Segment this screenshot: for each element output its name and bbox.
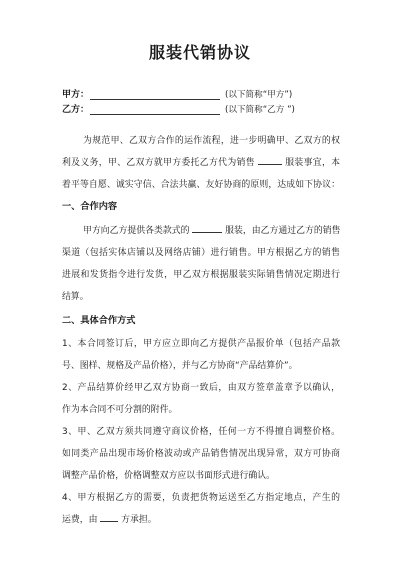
clause-3-line-1: 3、甲、乙双方须共同遵守商议价格，任何一方不得擅自调整价格。 xyxy=(62,427,340,437)
section-1-line-1 xyxy=(83,220,340,242)
document-title: 服装代销协议 xyxy=(148,43,251,62)
intro-line-2-start: 利及义务，甲、乙双方就甲方委托乙方代为销售 xyxy=(62,158,255,168)
clause-4-line-1: 4、甲方根据乙方的需要，负责把货物运送至乙方指定地点，产生的 xyxy=(62,493,340,503)
party-a-label: 甲方： xyxy=(62,90,90,100)
party-b-note: (以下简称“乙方 ”) xyxy=(225,105,295,115)
party-a-note: (以下简称“甲方”) xyxy=(225,90,293,100)
clause-4-line-2 xyxy=(62,509,340,531)
section-1-line-4: 结算。 xyxy=(62,292,89,302)
clause-2-line-1: 2、产品结算价经甲乙双方协商一致后，由双方签章盖章予以确认， xyxy=(62,383,340,393)
party-a-row xyxy=(62,84,292,100)
intro-line-3: 着平等自愿、诚实守信、合法共赢、友好协商的原则，达成如下协议： xyxy=(62,180,340,190)
party-b-label: 乙方： xyxy=(62,105,90,115)
clause-4-line-2-start: 运费，由 xyxy=(62,515,98,525)
clause-3-line-3: 调整产品价格，价格调整双方应以书面形式进行确认。 xyxy=(62,471,275,481)
clause-3-line-2: 如同类产品出现市场价格波动或产品销售情况出现异常，双方可协商 xyxy=(62,449,340,459)
clause-4-line-2-end: 方承担。 xyxy=(121,515,157,525)
intro-line-2 xyxy=(62,152,340,174)
section-1-line-1-end: 服装，由乙方通过乙方的销售 xyxy=(225,226,341,236)
party-b-row xyxy=(62,99,295,115)
clause-2-line-2: 作为本合同不可分割的附件。 xyxy=(62,405,178,415)
freight-party-blank[interactable] xyxy=(100,511,118,522)
section-1-heading: 一、合作内容 xyxy=(62,201,118,212)
section-2-heading: 二、具体合作方式 xyxy=(62,315,136,326)
intro-line-1: 为规范甲、乙双方合作的运作流程，进一步明确甲、乙双方的权 xyxy=(83,136,340,146)
product-blank[interactable] xyxy=(258,154,282,165)
party-b-blank[interactable] xyxy=(90,102,220,115)
section-1-line-1-start: 甲方向乙方提供各类款式的 xyxy=(83,226,190,236)
style-blank[interactable] xyxy=(192,222,222,233)
intro-line-2-end: 服装事宜，本 xyxy=(285,158,341,168)
section-1-line-2: 渠道（包括实体店铺以及网络店铺）进行销售。甲方根据乙方的销售 xyxy=(62,248,340,258)
clause-1-line-1: 1、本合同签订后，甲方应立即向乙方提供产品报价单（包括产品款 xyxy=(62,339,340,349)
section-1-line-3: 进展和发货指令进行发货，甲乙双方根据服装实际销售情况定期进行 xyxy=(62,270,340,280)
clause-1-line-2: 号、图样、规格及产品价格），并与乙方协商“产品结算价”。 xyxy=(62,361,298,371)
